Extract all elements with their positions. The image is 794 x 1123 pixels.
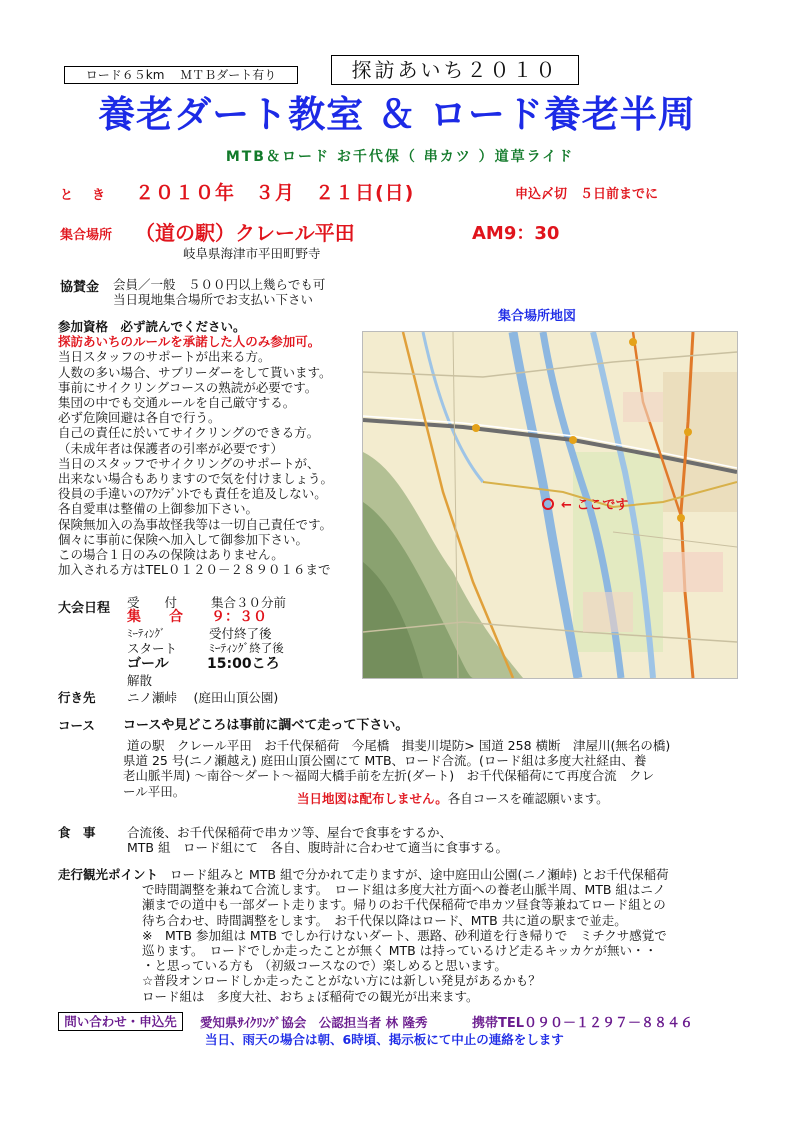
qualification-item: 事前にサイクリングコースの熟読が必要です。 — [58, 379, 318, 395]
qualification-item: 役員の手違いのｱｸｼﾃﾞﾝﾄでも責任を追及しない。 — [58, 486, 327, 502]
start-value: ﾐｰﾃｨﾝｸﾞ終了後 — [209, 641, 284, 655]
qualification-item: この場合１日のみの保険はありません。 — [58, 547, 284, 563]
reception-value: 集合３０分前 — [211, 595, 287, 610]
sightseeing-line: ロード組みと MTB 組で分かれて走りますが、途中庭田山公園(ニノ瀬峠) とお千代保稲荷 — [170, 867, 669, 882]
qualification-item: 自己の責任に於いてサイクリングのできる方。 — [58, 425, 320, 441]
meal-line-2: MTB 組 ロード組にて 各自、腹時計に合わせて適当に食事する。 — [127, 840, 508, 855]
start-label: スタート — [127, 641, 178, 656]
meeting-place-map — [362, 331, 738, 679]
goal-label: ゴール — [127, 656, 169, 672]
sightseeing-line: で時間調整を兼ねて合流します。 ロード組は多度大社方面への養老山脈半周、MTB 組はニノ — [142, 882, 666, 898]
course-line: 県道 25 号(ニノ瀬越え) 庭田山頂公園にて MTB、ロード合流。(ロード組は多度大社経由、養 — [123, 753, 647, 769]
meal-line-1: 合流後、お千代保稲荷で串カツ等、屋台で食事をするか、 — [127, 825, 453, 840]
qualification-item: 加入される方はTEL０１２０－２８９０１６まで — [58, 562, 331, 578]
contact-organizer: 愛知県ｻｲｸﾘﾝｸﾞ協会 公認担当者 林 隆秀 — [200, 1015, 428, 1030]
sightseeing-line: ☆普段オンロードしか走ったことがない方には新しい発見があるかも？ — [142, 973, 541, 989]
qualification-item: 個々に事前に保険へ加入して御参加下さい。 — [58, 531, 309, 547]
contact-phone: 携帯TEL０９０－１２９７－８８４６ — [472, 1016, 694, 1031]
gather-value: ９：３０ — [211, 609, 267, 625]
series-title-box: 探訪あいち２０１０ — [331, 55, 579, 85]
course-label: コース — [58, 718, 95, 733]
course-line: ール平田。 — [123, 783, 186, 799]
qualification-item: 当日スタッフのサポートが出来る方。 — [58, 349, 271, 365]
course-line: 道の駅 クレール平田 お千代保稲荷 今尾橋 揖斐川堤防> 国道 258 横断 津屋川(無名の橋) — [127, 738, 671, 753]
schedule-table — [127, 595, 367, 688]
meeting-step-label: ﾐｰﾃｨﾝｸﾞ — [127, 627, 166, 640]
meal-label: 食 事 — [58, 825, 96, 840]
qualification-list — [58, 349, 363, 577]
meeting-label: 集合場所 — [60, 228, 113, 243]
meeting-address: 岐阜県海津市平田町野寺 — [183, 246, 321, 261]
sightseeing-line: ※ MTB 参加組は MTB でしか行けないダート、悪路、砂利道を行き帰りで ミチクサ感覚で — [142, 927, 667, 943]
qualification-item: （未成年者は保護者の引率が必要です） — [58, 440, 284, 456]
fee-label: 協賛金 — [60, 280, 100, 295]
goal-value: 15:00ころ — [207, 656, 280, 672]
meeting-step-value: 受付終了後 — [209, 626, 272, 641]
sightseeing-line: 巡ります。 ロードでしか走ったことが無く MTB は持っているけど走るキッカケが無い・・ — [142, 943, 657, 959]
dismiss-label: 解散 — [127, 673, 153, 688]
schedule-label: 大会日程 — [58, 601, 111, 616]
fee-line-1: 会員／一般 ５００円以上幾らでも可 — [113, 277, 326, 292]
qualification-item: 必ず危険回避は各自で行う。 — [58, 410, 221, 426]
qualification-item: 当日のスタッフでサイクリングのサポートが、 — [58, 455, 320, 471]
qualification-label: 参加資格 — [58, 319, 109, 334]
map-caption: 集合場所地図 — [498, 309, 577, 324]
application-deadline: 申込〆切 ５日前までに — [515, 187, 659, 202]
subtitle: MTB＆ロード お千代保（ 串カツ ）道草ライド — [225, 149, 575, 165]
qualification-item: 保険無加入の為事故怪我等は一切自己責任です。 — [58, 516, 333, 532]
course-line: 老山脈半周) ～南谷～ダート～福岡大橋手前を左折(ダート) お千代保稲荷にて再度合流 クレ — [123, 768, 655, 784]
confirm-course-notice: 各自コースを確認願います。 — [447, 791, 609, 806]
fee-line-2: 当日現地集合場所でお支払い下さい — [113, 292, 314, 307]
main-title: 養老ダート教室 ＆ ロード養老半周 — [98, 93, 696, 136]
sightseeing-line: ・と思っている方も （初級コースなので）楽しめると思います。 — [142, 958, 507, 974]
qualification-section — [58, 319, 363, 577]
reception-label: 受 付 — [127, 595, 178, 610]
qualification-item: 各自愛車は整備の上御参加下さい。 — [58, 501, 259, 517]
qualification-item: 出来ない場合もありますので気を付けましょう。 — [58, 471, 334, 487]
meeting-place: （道の駅）クレール平田 — [135, 221, 355, 245]
gather-label: 集 合 — [127, 609, 183, 625]
sightseeing-label: 走行観光ポイント — [58, 867, 159, 882]
destination-value: ニノ瀬峠 (庭田山頂公園) — [127, 690, 279, 705]
sightseeing-line: ロード組は 多度大社、おちょぼ稲荷での観光が出来ます。 — [142, 988, 479, 1004]
qualification-item: 集団の中でも交通ルールを自己厳守する。 — [58, 395, 296, 411]
rule-notice: 探訪あいちのルールを承諾した人のみ参加可。 — [58, 334, 321, 350]
map-marker-label: ← ここです — [561, 498, 629, 513]
date-label: と き — [60, 188, 109, 203]
meeting-time: AM9：30 — [472, 223, 560, 244]
course-info-tag: ロード６５km ＭＴＢダート有り — [64, 66, 298, 84]
qualification-header — [58, 319, 363, 334]
sightseeing-line: 待ち合わせ、時間調整をします。 お千代保以降はロード、MTB 共に道の駅まで並走。 — [142, 912, 627, 928]
destination-label: 行き先 — [58, 690, 96, 705]
sightseeing-description — [142, 867, 752, 1004]
contact-box: 問い合わせ・申込先 — [58, 1012, 183, 1031]
no-map-notice: 当日地図は配布しません。 — [297, 791, 448, 806]
course-headline: コースや見どころは事前に調べて走って下さい。 — [123, 718, 409, 733]
rain-notice: 当日、雨天の場合は朝、6時頃、掲示板にて中止の連絡をします — [205, 1032, 564, 1047]
qualification-item: 人数の多い場合、サブリーダーをして貰います。 — [58, 364, 332, 380]
event-date: ２０１０年 ３月 ２１日(日) — [135, 182, 415, 204]
course-description — [123, 738, 747, 799]
must-read-note: 必ず読んでください。 — [120, 319, 246, 334]
sightseeing-line: 瀬までの道中も一部ダート走ります。帰りのお千代保稲荷で串カツ昼食等兼ねてロード組との — [142, 897, 666, 913]
course-note — [297, 791, 609, 806]
